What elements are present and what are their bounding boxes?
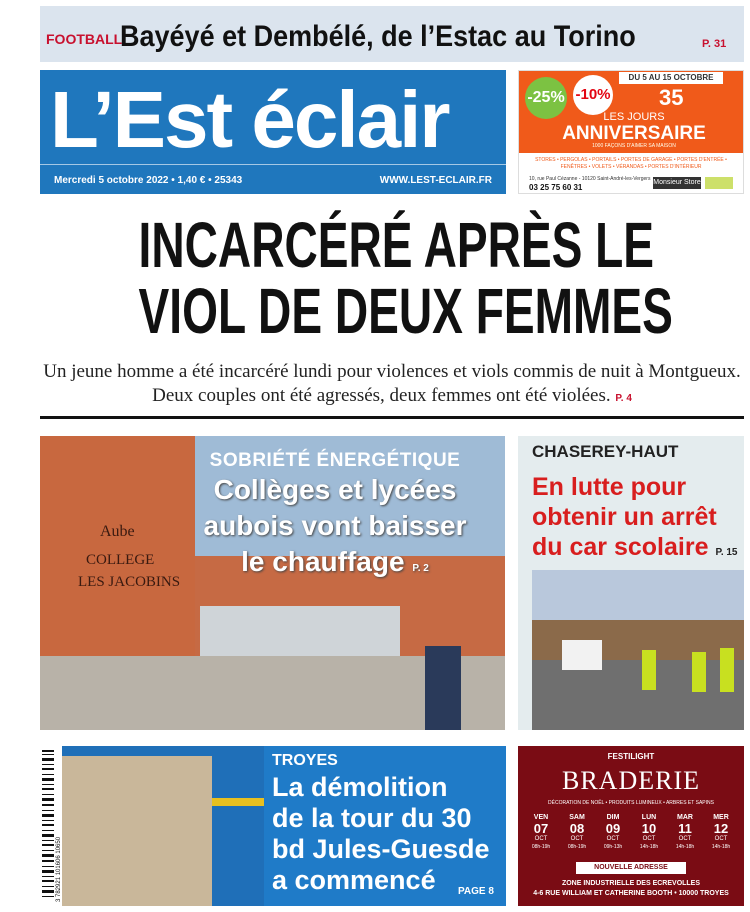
person-figure bbox=[425, 646, 461, 730]
protester bbox=[692, 652, 706, 692]
ad-line1: LES JOURS bbox=[603, 111, 665, 123]
newspaper-logo: L’Est éclair bbox=[50, 75, 449, 164]
sign-aube: Aube bbox=[100, 523, 135, 540]
top-story-headline[interactable]: Bayéyé et Dembélé, de l’Estac au Torino bbox=[120, 20, 636, 53]
sign-jacobins: LES JACOBINS bbox=[78, 574, 181, 590]
braderie-day: LUN 10 OCT 14h-18h bbox=[639, 814, 659, 850]
tower-ruin bbox=[62, 756, 212, 906]
braderie-ad[interactable] bbox=[518, 746, 744, 906]
main-headline-line2: VIOL DE DEUX FEMMES bbox=[138, 275, 673, 347]
braderie-street: 4-6 RUE WILLIAM ET CATHERINE BOOTH • 10000 TROYES bbox=[533, 890, 729, 897]
braderie-zone: ZONE INDUSTRIELLE DES ECREVOLLES bbox=[561, 880, 701, 887]
bus-photo bbox=[532, 570, 744, 730]
masthead bbox=[40, 70, 506, 194]
sign-college: COLLEGE bbox=[86, 552, 155, 568]
side-page: P. 15 bbox=[715, 547, 738, 558]
troyes-headline-line1: La démolition bbox=[272, 772, 448, 802]
crane-arm bbox=[212, 798, 264, 806]
braderie-brand: FESTILIGHT bbox=[607, 752, 655, 761]
section-divider bbox=[40, 416, 744, 419]
troyes-headline-line2: de la tour du 30 bbox=[272, 803, 472, 833]
barcode bbox=[40, 746, 62, 906]
top-story-kicker: FOOTBALL bbox=[46, 31, 123, 47]
braderie-day: VEN 07 OCT 08h-19h bbox=[531, 814, 551, 850]
college-headline-line2: aubois vont baisser bbox=[203, 510, 467, 541]
braderie-day: SAM 08 OCT 08h-19h bbox=[567, 814, 587, 850]
braderie-title: BRADERIE bbox=[562, 766, 700, 795]
troyes-headline-line4: a commencé bbox=[272, 865, 436, 895]
ad-dates: DU 5 AU 15 OCTOBRE bbox=[619, 72, 723, 84]
college-headline-line1: Collèges et lycées bbox=[213, 474, 457, 505]
braderie-day: DIM 09 OCT 09h-13h bbox=[603, 814, 623, 850]
protester bbox=[720, 648, 734, 692]
braderie-day: MER 12 OCT 14h-18h bbox=[711, 814, 731, 850]
main-lead-page: P. 4 bbox=[615, 393, 632, 404]
main-lead bbox=[40, 360, 744, 411]
main-headline-line1: INCARCÉRÉ APRÈS LE bbox=[138, 209, 655, 281]
demolition-illustration bbox=[62, 746, 264, 906]
bus-illustration bbox=[532, 570, 744, 730]
braderie-day: MAR 11 OCT 14h-18h bbox=[675, 814, 695, 850]
ad-years: 35 bbox=[659, 85, 684, 110]
ad-tagline: 1000 FAÇONS D'AIMER SA MAISON bbox=[592, 143, 676, 149]
masthead-divider bbox=[40, 164, 506, 165]
ad-partner-logo bbox=[705, 177, 733, 189]
protester bbox=[642, 650, 656, 690]
side-headline bbox=[532, 472, 738, 568]
ad-phone: 03 25 75 60 31 bbox=[529, 183, 583, 192]
troyes-page: PAGE 8 bbox=[458, 886, 494, 897]
sky bbox=[532, 570, 744, 620]
braderie-days bbox=[524, 814, 738, 851]
side-story[interactable] bbox=[518, 436, 744, 730]
braderie-subtitle: DÉCORATION DE NOËL • PRODUITS LUMINEUX • ARBRES ET SAPINS bbox=[548, 800, 714, 806]
side-headline-line1: En lutte pour bbox=[532, 473, 687, 501]
anniversaire-ad[interactable] bbox=[518, 70, 744, 194]
troyes-headline bbox=[272, 772, 490, 896]
side-headline-line3: du car scolaire bbox=[532, 533, 709, 561]
barcode-bars bbox=[40, 746, 62, 906]
college-page: P. 2 bbox=[412, 563, 429, 574]
entrance-panels bbox=[200, 606, 400, 656]
side-headline-line2: obtenir un arrêt bbox=[532, 503, 717, 531]
braderie-new-address: NOUVELLE ADRESSE bbox=[576, 862, 686, 874]
main-lead-text: Un jeune homme a été incarcéré lundi pour violences et viols commis de nuit à Montgueux. Deux couples ont été agressés, deux femmes ont été violées. bbox=[43, 361, 741, 406]
main-headline[interactable] bbox=[40, 209, 744, 347]
barcode-digits: 3 782921 101606 10650 bbox=[56, 836, 62, 902]
issue-date-line: Mercredi 5 octobre 2022 • 1,40 € • 25343 bbox=[54, 175, 243, 186]
ad-address: 10, rue Paul Cézanne - 10120 Saint-André-les-Vergers bbox=[529, 176, 651, 182]
demolition-photo[interactable] bbox=[62, 746, 264, 906]
ad-products: STORES • PERGOLAS • PORTAILS • PORTES DE GARAGE • PORTES D'ENTRÉE • FENÊTRES • VOLETS • VÉRANDAS • PORTES D'INTÉRIEUR bbox=[535, 157, 727, 170]
side-kicker: CHASEREY-HAUT bbox=[532, 442, 679, 461]
ad-line2: ANNIVERSAIRE bbox=[562, 123, 706, 144]
college-story[interactable] bbox=[175, 450, 495, 587]
ad-brand: Monsieur Store bbox=[653, 177, 701, 189]
troyes-story[interactable] bbox=[264, 746, 506, 906]
website-link[interactable]: WWW.LEST-ECLAIR.FR bbox=[379, 175, 492, 186]
troyes-kicker: TROYES bbox=[272, 752, 338, 769]
road bbox=[532, 660, 744, 730]
troyes-headline-line3: bd Jules-Guesde bbox=[272, 834, 490, 864]
top-story-page: P. 31 bbox=[702, 38, 727, 50]
discount-badge-25: -25% bbox=[525, 77, 567, 119]
discount-badge-10: -10% bbox=[573, 75, 613, 115]
bus bbox=[562, 640, 602, 670]
college-headline-line3: le chauffage bbox=[241, 546, 405, 577]
top-story-banner[interactable] bbox=[40, 6, 744, 62]
college-kicker: SOBRIÉTÉ ÉNERGÉTIQUE bbox=[209, 450, 461, 471]
